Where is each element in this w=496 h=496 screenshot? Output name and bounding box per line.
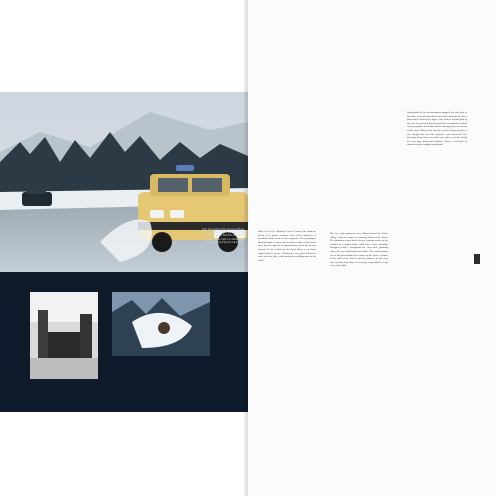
hero-photo (0, 92, 248, 272)
body-text-column-1: Back in On Her Majesty's Secret Service the stunt-car action in a quaint roadside town offers audiences a breathless finale to the ice race sequence. The car plunges through banks of snow, and as drivers slide on the frozen track into the path of an approaching crowd the tension mounts. It was a first for the Bond films: a car chase staged entirely on ice. Filming the race proved hard on crew and cars alike, with stunt drivers taking turns at the wheel. (258, 230, 316, 262)
right-page (248, 0, 496, 496)
body-text-column-3: Storyboards by the art department mapped out each beat of the chase, from the first skid to the final crash into the barn. Each frame showed the angle of the camera and the path of the cars. Second unit director and stunt coordinator worked closely together to translate these drawings into real action on the snow. Many of the sketches survive today and give a rare insight into how the sequence was conceived. The drawings shown here reveal the care taken over the timing of every spin, jump and collision. Above: a selection of frames from the original storyboard. (407, 111, 467, 147)
body-text-column-2: The icy road sequences were filmed around the Swiss village, with the camera car running ahead of the action. The production team had to keep a constant watch on the weather as a sudden thaw could ruin a day's shooting. Designers built a storyboard for each shot, planning where the cars would spin and collide. The result remains one of the most admired car chases in the series, a tribute to the skill of the drivers and the patience of the crew who worked long days in freezing temperatures to get every shot right. (330, 232, 388, 268)
thumbnail-photo-crew (30, 292, 98, 379)
thumbnail-photo-stunt (112, 292, 210, 356)
photo-caption: Left: Teresa (Tracy) Di Vicenzo & Bond race car to the hotel at high speed on an icy road chased by Blofeld's henchmen. Right and far right: two behind-the-scenes stills showing the action crew. (202, 228, 244, 244)
page-tab-marker (474, 254, 480, 264)
